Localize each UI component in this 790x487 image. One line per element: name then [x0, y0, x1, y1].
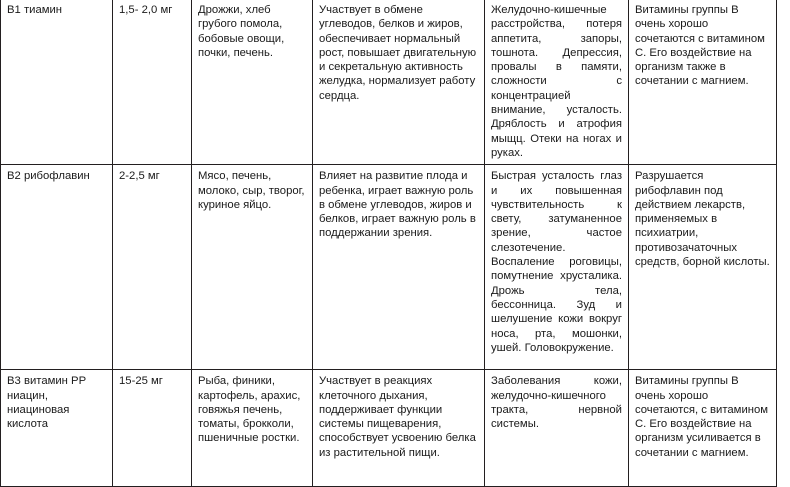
sources-text: Дрожжи, хлеб грубого помола, бобовые овощи, почки, печень.	[198, 4, 285, 59]
cell-dose	[113, 0, 192, 165]
cell-interactions	[629, 165, 777, 370]
dose-text: 2-2,5 мг	[119, 170, 160, 183]
vitamin-name-text: B1 тиамин	[7, 4, 63, 16]
sources-text: Рыба, финики, картофель, арахис, говяжья печень, томаты, брокколи, пшеничные ростки.	[198, 375, 301, 445]
cell-functions	[313, 0, 485, 165]
deficiency-text: Быстрая усталость глаз и их повышенная чувствительность к свету, затуманенное зрение, частое слезотечение. Воспаление роговицы, помутнение хрусталика. Дрожь тела, бессонница. Зуд и шелушение кожи вокруг носа, рта, мошонки, ушей. Головокружение.	[491, 170, 622, 354]
cell-sources	[192, 165, 313, 370]
table-row	[1, 165, 777, 370]
functions-text: Участвует в реакциях клеточного дыхания, поддерживает функции системы пищеварения, способствует усвоению белка из растительной пищи.	[319, 375, 476, 459]
cell-deficiency	[485, 0, 629, 165]
interactions-text: Разрушается рибофлавин под действием лекарств, применяемых в психиатрии, противозачаточных средств, борной кислоты.	[635, 170, 770, 269]
cell-dose	[113, 165, 192, 370]
cell-deficiency	[485, 370, 629, 487]
vitamin-name-text: В2 рибофлавин	[7, 170, 90, 183]
cell-deficiency	[485, 165, 629, 370]
interactions-text: Витамины группы В очень хорошо сочетаются с витамином С. Его воздействие на организм также в сочетании с магнием.	[635, 4, 765, 88]
cell-interactions	[629, 370, 777, 487]
cell-vitamin-name	[1, 370, 113, 487]
cell-interactions	[629, 0, 777, 165]
dose-text: 15-25 мг	[119, 375, 163, 388]
cell-functions	[313, 165, 485, 370]
cell-vitamin-name	[1, 0, 113, 165]
functions-text: Участвует в обмене углеводов, белков и жиров, обеспечивает нормальный рост, повышает двигательную и секретальную активность желудка, нормализует работу сердца.	[319, 4, 477, 102]
cell-vitamin-name	[1, 165, 113, 370]
functions-text: Влияет на развитие плода и ребенка, играет важную роль в обмене углеводов, жиров и белков, играет важную роль в поддержании зрения.	[319, 170, 476, 240]
vitamin-name-text: В3 витамин РР ниацин, ниациновая кислота	[7, 375, 87, 431]
dose-text: 1,5- 2,0 мг	[119, 4, 173, 16]
table-row	[1, 370, 777, 487]
interactions-text: Витамины группы В очень хорошо сочетаются, с витамином С. Его воздействие на организм усиливается в сочетании с магнием.	[635, 375, 769, 459]
table-row	[1, 0, 777, 165]
cell-sources	[192, 370, 313, 487]
cell-functions	[313, 370, 485, 487]
deficiency-text: Желудочно-кишечные расстройства, потеря аппетита, запоры, тошнота. Депрессия, провалы в памяти, сложности с концентрацией внимание, усталость. Дряблость и атрофия мыщц. Отеки на ногах и руках.	[491, 4, 622, 159]
cell-dose	[113, 370, 192, 487]
sources-text: Мясо, печень, молоко, сыр, творог, куриное яйцо.	[198, 170, 305, 211]
deficiency-text: Заболевания кожи, желудочно-кишечного тракта, нервной системы.	[491, 375, 622, 431]
cell-sources	[192, 0, 313, 165]
